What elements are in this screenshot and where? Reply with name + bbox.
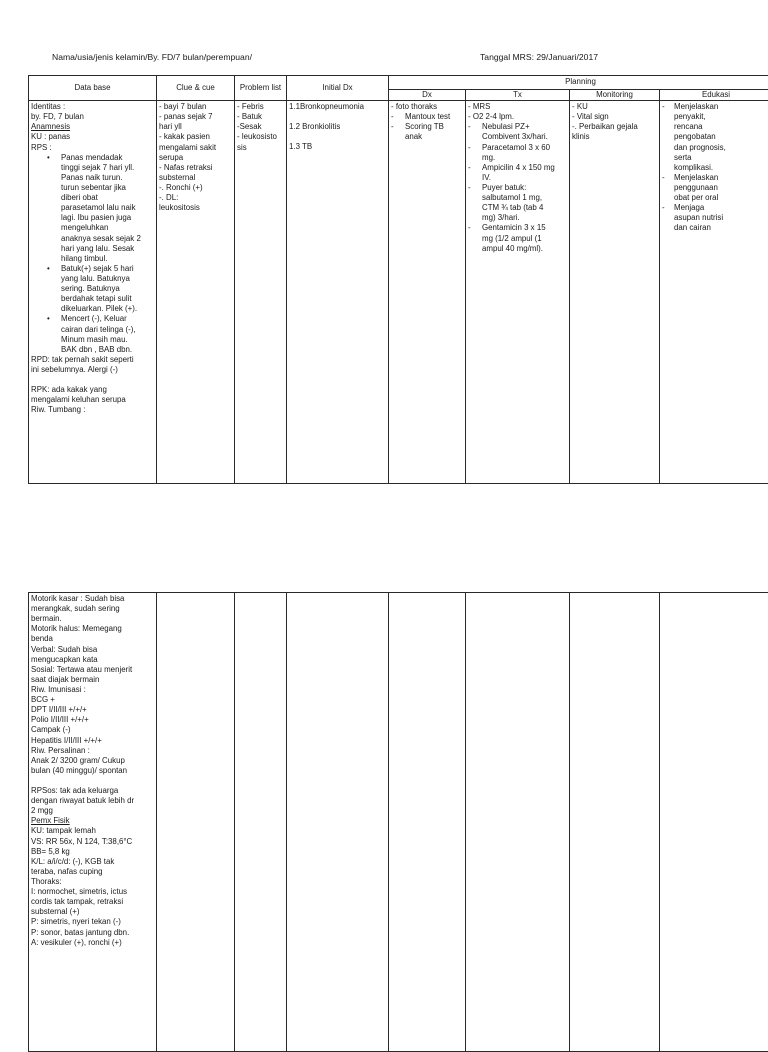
planning-dx-cell-empty [389,593,466,1052]
imunisasi-line: DPT I/II/III +/+/+ [31,705,154,715]
clue-line: serupa [159,153,232,163]
tumbang-line: Motorik halus: Memegang [31,624,154,634]
clue-line: -. Ronchi (+) [159,183,232,193]
edukasi-line: serta [662,153,768,163]
fisik-line: K/L: a/i/c/d: (-), KGB tak [31,857,154,867]
col-header-clue: Clue & cue [157,76,235,101]
fisik-line: cordis tak tampak, retraksi [31,897,154,907]
rps-other-line: cairan dari telinga (-), [31,325,154,335]
tx-line: - Nebulasi PZ+ [468,122,567,132]
problem-cell-empty [235,593,287,1052]
rps-cough-line: • Batuk(+) sejak 5 hari [31,264,154,274]
tumbang-line: saat diajak bermain [31,675,154,685]
problem-line: -Sesak [237,122,284,132]
persalinan-line: Riw. Persalinan : [31,746,154,756]
col-header-monitoring: Monitoring [570,90,660,101]
clue-line: leukositosis [159,203,232,213]
imunisasi-line: Polio I/II/III +/+/+ [31,715,154,725]
clue-line: mengalami sakit [159,143,232,153]
tx-line: Combivent 3x/hari. [468,132,567,142]
clue-line: hari yll [159,122,232,132]
initial-dx-cell [287,101,389,484]
fisik-line: A: vesikuler (+), ronchi (+) [31,938,154,948]
tumbang-line: mengucapkan kata [31,655,154,665]
spacer [289,112,386,122]
tx-line: mg (1/2 ampul (1 [468,234,567,244]
dx-line: 1.3 TB [289,142,386,152]
database-cell [29,101,157,484]
monitoring-cell-empty [570,593,660,1052]
col-header-initial-dx: Initial Dx [287,76,389,101]
clue-cell [157,101,235,484]
rps-cough-line: sering. Batuknya [31,284,154,294]
tx-line: - Paracetamol 3 x 60 [468,143,567,153]
rps-fever-line: hari yang lalu. Sesak [31,244,154,254]
monitoring-line: - KU [572,102,657,112]
clue-cell-empty [157,593,235,1052]
rps-fever-line: anaknya sesak sejak 2 [31,234,154,244]
plan-dx-line: - Mantoux test [391,112,463,122]
clue-line: - Nafas retraksi [159,163,232,173]
soap-table-page1 [28,75,768,484]
admission-date: Tanggal MRS: 29/Januari/2017 [480,52,598,62]
monitoring-cell [570,101,660,484]
planning-dx-cell [389,101,466,484]
identitas-value: by. FD, 7 bulan [31,112,154,122]
edukasi-line: obat per oral [662,193,768,203]
col-header-planning: Planning [389,76,768,90]
fisik-line: P: sonor, batas jantung dbn. [31,928,154,938]
spacer [31,776,154,786]
persalinan-line: bulan (40 minggu)/ spontan [31,766,154,776]
clue-line: - panas sejak 7 [159,112,232,122]
tx-line: - MRS [468,102,567,112]
rps-fever-line: Panas naik turun. [31,173,154,183]
fisik-line: Thoraks: [31,877,154,887]
edukasi-line: - Menjelaskan [662,102,768,112]
tumbang-line: Sosial: Tertawa atau menjerit [31,665,154,675]
imunisasi-line: Riw. Imunisasi : [31,685,154,695]
rps-fever-line: • Panas mendadak [31,153,154,163]
rps-other-line: • Mencert (-), Keluar [31,314,154,324]
spacer [289,132,386,142]
rps-other-line: Minum masih mau. [31,335,154,345]
rps-fever-line: lagi. Ibu pasien juga [31,213,154,223]
plan-dx-line: anak [391,132,463,142]
dx-line: 1.1Bronkopneumonia [289,102,386,112]
fisik-line: BB= 5,8 kg [31,847,154,857]
tx-line: mg) 3/hari. [468,213,567,223]
fisik-line: I: normochet, simetris, ictus [31,887,154,897]
rps-fever-line: hilang timbul. [31,254,154,264]
rps-cough-line: yang lalu. Batuknya [31,274,154,284]
rps-cough-line: berdahak tetapi sulit [31,294,154,304]
monitoring-line: - Vital sign [572,112,657,122]
tx-line: - Gentamicin 3 x 15 [468,223,567,233]
soap-table-page2 [28,592,768,1052]
rpd-line: RPD: tak pernah sakit seperti [31,355,154,365]
edukasi-line: - Menjaga [662,203,768,213]
clue-line: -. DL: [159,193,232,203]
fisik-line: P: simetris, nyeri tekan (-) [31,917,154,927]
col-header-database: Data base [29,76,157,101]
dx-line: 1.2 Bronkiolitis [289,122,386,132]
edukasi-line: dan cairan [662,223,768,233]
fisik-line: KU: tampak lemah [31,826,154,836]
rpk-line: Riw. Tumbang : [31,405,154,415]
edukasi-line: komplikasi. [662,163,768,173]
keluhan-utama: KU : panas [31,132,154,142]
monitoring-line: -. Perbaikan gejala [572,122,657,132]
edukasi-line: pengobatan [662,132,768,142]
edukasi-cell [660,101,768,484]
tumbang-line: Motorik kasar : Sudah bisa [31,594,154,604]
problem-line: - Febris [237,102,284,112]
planning-tx-cell [466,101,570,484]
rps-fever-line: parasetamol lalu naik [31,203,154,213]
initial-dx-cell-empty [287,593,389,1052]
tx-line: IV. [468,173,567,183]
edukasi-line: asupan nutrisi [662,213,768,223]
rps-label: RPS : [31,143,154,153]
edukasi-line: - Menjelaskan [662,173,768,183]
tx-line: mg. [468,153,567,163]
imunisasi-line: Hepatitis I/II/III +/+/+ [31,736,154,746]
rpsos-line: 2 mgg [31,806,154,816]
edukasi-line: dan prognosis, [662,143,768,153]
edukasi-line: penyakit, [662,112,768,122]
tx-line: salbutamol 1 mg, [468,193,567,203]
rpk-line: mengalami keluhan serupa [31,395,154,405]
rps-fever-line: turun sebentar jika [31,183,154,193]
problem-cell [235,101,287,484]
clue-line: - bayi 7 bulan [159,102,232,112]
fisik-line: substernal (+) [31,907,154,917]
clue-line: - kakak pasien [159,132,232,142]
clue-line: substernal [159,173,232,183]
pemx-fisik-heading: Pemx Fisik [31,816,154,826]
imunisasi-line: BCG + [31,695,154,705]
plan-dx-line: - foto thoraks [391,102,463,112]
edukasi-line: penggunaan [662,183,768,193]
persalinan-line: Anak 2/ 3200 gram/ Cukup [31,756,154,766]
tumbang-line: benda [31,634,154,644]
rps-cough-line: dikeluarkan. Pilek (+). [31,304,154,314]
edukasi-line: rencana [662,122,768,132]
patient-header: Nama/usia/jenis kelamin/By. FD/7 bulan/perempuan/ [52,52,252,62]
tumbang-line: merangkak, sudah sering [31,604,154,614]
tumbang-line: Verbal: Sudah bisa [31,645,154,655]
fisik-line: VS: RR 56x, N 124, T:38,6°C [31,837,154,847]
monitoring-line: klinis [572,132,657,142]
rps-other-line: BAK dbn , BAB dbn. [31,345,154,355]
problem-line: - leukosisto [237,132,284,142]
plan-dx-line: - Scoring TB [391,122,463,132]
tx-line: ampul 40 mg/ml). [468,244,567,254]
rps-fever-line: mengeluhkan [31,223,154,233]
rps-fever-line: tinggi sejak 7 hari yll. [31,163,154,173]
tx-line: - Ampicilin 4 x 150 mg [468,163,567,173]
problem-line: sis [237,143,284,153]
tumbang-line: bermain. [31,614,154,624]
planning-tx-cell-empty [466,593,570,1052]
rpsos-line: RPSos: tak ada keluarga [31,786,154,796]
identitas-label: Identitas : [31,102,154,112]
col-header-dx: Dx [389,90,466,101]
spacer [31,375,154,385]
tx-line: - Puyer batuk: [468,183,567,193]
database-cell-continued [29,593,157,1052]
tx-line: - O2 2-4 lpm. [468,112,567,122]
tx-line: CTM ¾ tab (tab 4 [468,203,567,213]
rps-fever-line: diberi obat [31,193,154,203]
col-header-edukasi: Edukasi [660,90,768,101]
col-header-problem: Problem list [235,76,287,101]
edukasi-cell-empty [660,593,768,1052]
col-header-tx: Tx [466,90,570,101]
rpsos-line: dengan riwayat batuk lebih dr [31,796,154,806]
rpd-line: ini sebelumnya. Alergi (-) [31,365,154,375]
fisik-line: teraba, nafas cuping [31,867,154,877]
rpk-line: RPK: ada kakak yang [31,385,154,395]
problem-line: - Batuk [237,112,284,122]
imunisasi-line: Campak (-) [31,725,154,735]
anamnesis-heading: Anamnesis [31,122,154,132]
